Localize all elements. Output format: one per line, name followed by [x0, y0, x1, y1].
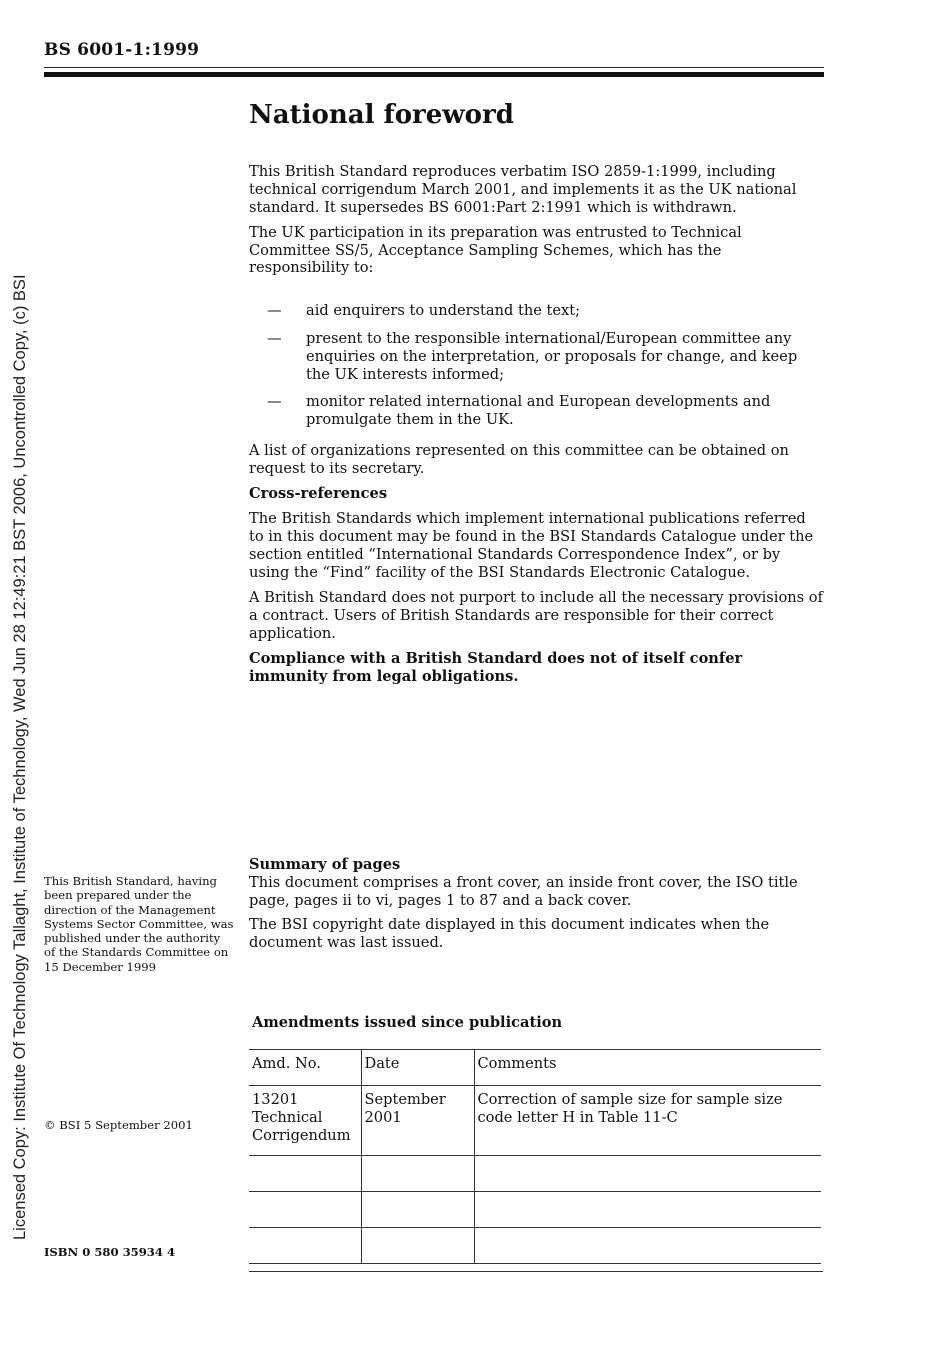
column-header: Amd. No.	[249, 1050, 361, 1086]
list-item	[249, 330, 824, 383]
list-item-text: monitor related international and European developments and promulgate them in the UK.	[306, 393, 771, 429]
crossref-heading: Cross-references	[249, 485, 388, 503]
foreword-body	[249, 163, 824, 693]
summary-paragraph: This document comprises a front cover, an inside front cover, the ISO title page, pages ii to vi, pages 1 to 87 and a back cover.	[249, 873, 798, 909]
column-header: Date	[361, 1050, 474, 1086]
table-cell	[474, 1156, 821, 1192]
summary-paragraph: The BSI copyright date displayed in this document indicates when the document was last issued.	[249, 916, 770, 952]
header-rule-thin	[44, 67, 824, 68]
table-cell: Correction of sample size for sample size code letter H in Table 11-C	[474, 1086, 821, 1156]
list-item	[249, 393, 824, 429]
foreword-paragraph: The British Standards which implement international publications referred to in this document may be found in the BSI Standards Catalogue under the section entitled “International Standards Correspondence Index”, or by using the “Find” facility of the BSI Standards Electronic Catalogue.	[249, 510, 814, 581]
list-item-text: present to the responsible international/European committee any enquiries on the interpretation, or proposals for change, and keep the UK interests informed;	[306, 330, 798, 383]
dash-bullet: —	[267, 302, 282, 320]
foreword-paragraph: The UK participation in its preparation was entrusted to Technical Committee SS/5, Acceptance Sampling Schemes, which has the responsibility to:	[249, 223, 742, 277]
page-title: National foreword	[249, 100, 514, 130]
isbn: ISBN 0 580 35934 4	[44, 1245, 176, 1259]
list-item	[249, 302, 824, 320]
table-cell	[249, 1156, 361, 1192]
table-cell	[361, 1228, 474, 1264]
column-header: Comments	[474, 1050, 821, 1086]
table-cell	[361, 1192, 474, 1228]
copyright-notice: © BSI 5 September 2001	[44, 1118, 193, 1132]
dash-bullet: —	[267, 330, 282, 348]
responsibility-list	[249, 302, 824, 429]
table-cell	[249, 1228, 361, 1264]
compliance-statement: Compliance with a British Standard does not of itself confer immunity from legal obligations.	[249, 650, 743, 685]
footer-rule	[249, 1271, 823, 1272]
publication-note: This British Standard, having been prepared under the direction of the Management Systems Sector Committee, was published under the authority of the Standards Committee on 15 December 1999	[44, 874, 234, 974]
table-cell	[474, 1228, 821, 1264]
summary-of-pages	[249, 856, 824, 959]
table-row	[249, 1228, 821, 1264]
table-cell	[474, 1192, 821, 1228]
header-rule-thick	[44, 72, 824, 77]
amendments-title: Amendments issued since publication	[252, 1014, 563, 1031]
table-row	[249, 1156, 821, 1192]
summary-heading: Summary of pages	[249, 856, 401, 873]
table-header-row	[249, 1050, 821, 1086]
license-watermark: Licensed Copy: Institute Of Technology Tallaght, Institute of Technology, Wed Jun 28 12:49:21 BST 2006, Uncontrolled Copy, (c) BSI	[11, 274, 29, 1240]
table-cell	[249, 1192, 361, 1228]
table-cell: 13201 Technical Corrigendum	[249, 1086, 361, 1156]
dash-bullet: —	[267, 393, 282, 411]
amendments-table	[249, 1049, 821, 1264]
table-cell: September 2001	[361, 1086, 474, 1156]
table-cell	[361, 1156, 474, 1192]
foreword-paragraph: This British Standard reproduces verbatim ISO 2859-1:1999, including technical corrigendum March 2001, and implements it as the UK national standard. It supersedes BS 6001:Part 2:1991 which is withdrawn.	[249, 163, 797, 216]
table-row	[249, 1192, 821, 1228]
table-row	[249, 1086, 821, 1156]
document-code: BS 6001-1:1999	[44, 40, 200, 60]
list-item-text: aid enquirers to understand the text;	[306, 302, 581, 320]
foreword-paragraph: A British Standard does not purport to include all the necessary provisions of a contract. Users of British Standards are responsible for their correct application.	[249, 589, 823, 642]
foreword-paragraph: A list of organizations represented on this committee can be obtained on request to its secretary.	[249, 442, 789, 477]
